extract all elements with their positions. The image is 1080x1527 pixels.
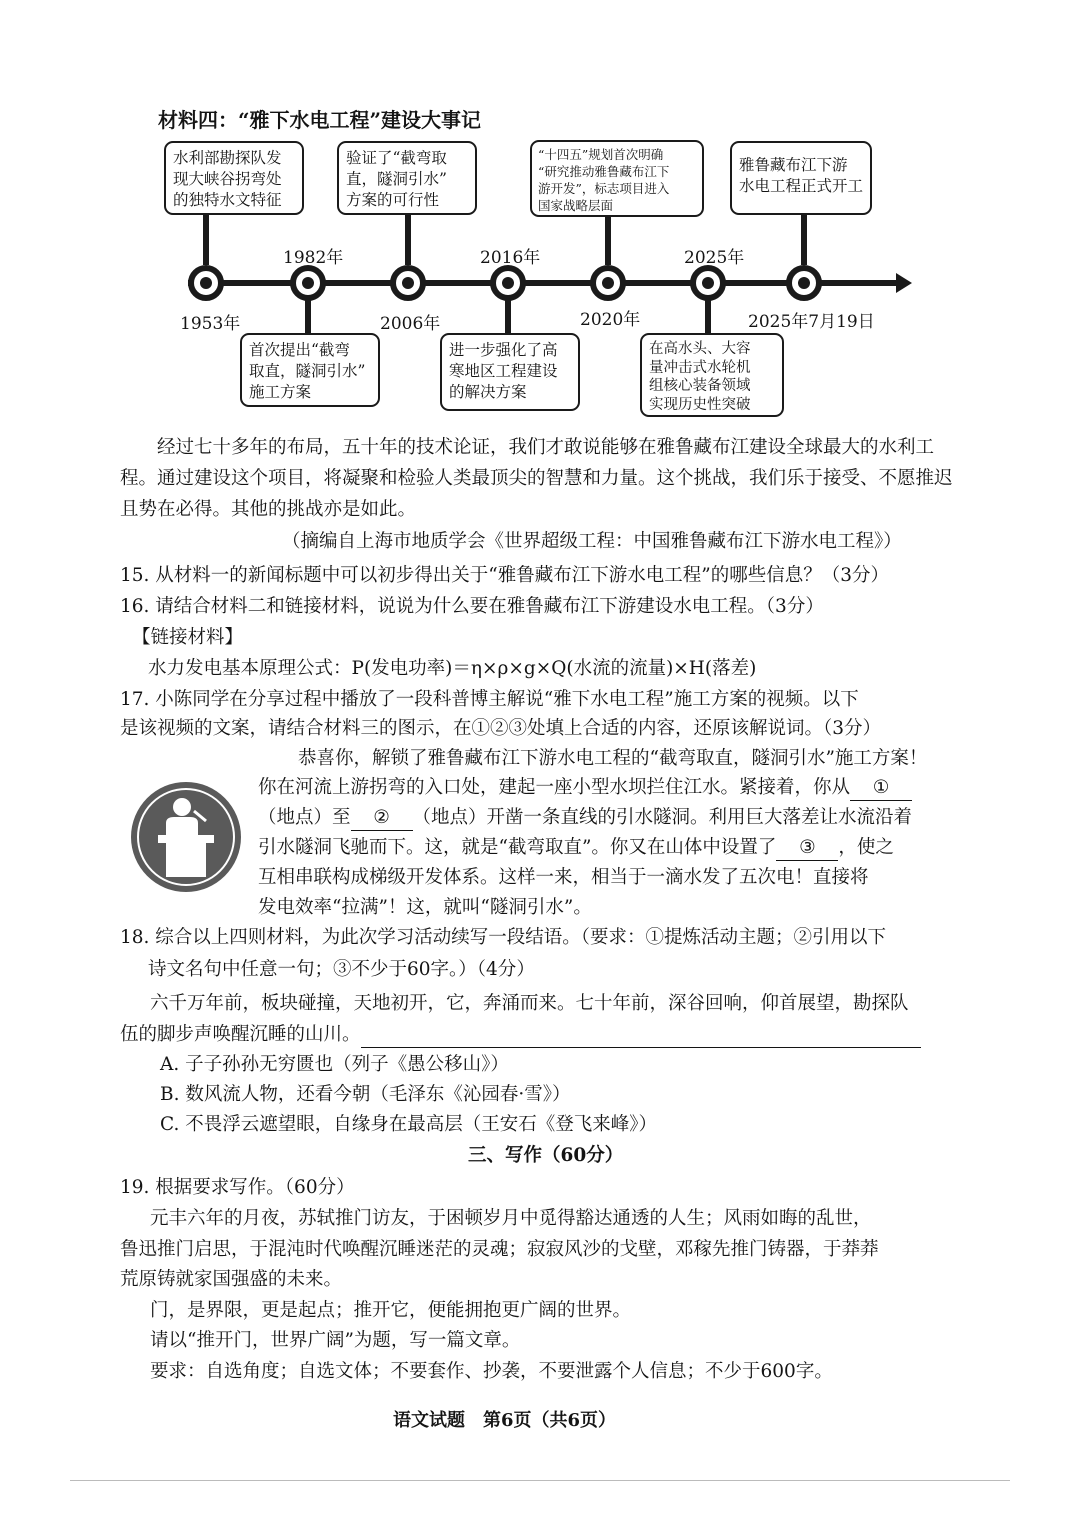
link-material-title: 【链接材料】	[132, 627, 244, 648]
question-17-line2: 是该视频的文案，请结合材料三的图示，在①②③处填上合适的内容，还原该解说词。（3分）	[120, 718, 882, 739]
question-15: 15. 从材料一的新闻标题中可以初步得出关于“雅鲁藏布江下游水电工程”的哪些信息？（3分）	[120, 565, 889, 586]
material4-title: 材料四：“雅下水电工程”建设大事记	[158, 108, 482, 132]
event-box-2006: 验证了“截弯取 直，隧洞引水” 方案的可行性	[337, 141, 477, 215]
event-box-2016: 进一步强化了高 寒地区工程建设 的解决方案	[440, 333, 580, 411]
blank-2[interactable]: ②	[351, 806, 413, 831]
blank-3[interactable]: ③	[776, 836, 838, 861]
q18-context-line2: 伍的脚步声唤醒沉睡的山川。	[120, 1023, 921, 1048]
year-1982: 1982年	[283, 248, 344, 268]
event-box-1982: 首次提出“截弯 取直，隧洞引水” 施工方案	[240, 333, 380, 407]
year-1953: 1953年	[180, 314, 241, 334]
q19-prompt-line2: 鲁迅推门启思，于混沌时代唤醒沉睡迷茫的灵魂；寂寂风沙的戈壁，邓稼先推门铸器，于莽莽	[120, 1239, 879, 1260]
q19-prompt-line5: 请以“推开门，世界广阔”为题，写一篇文章。	[150, 1330, 521, 1351]
q17-script-line4: 引水隧洞飞驰而下。这，就是“截弯取直”。你又在山体中设置了 ③ ，使之	[258, 836, 894, 861]
option-c: C. 不畏浮云遮望眼，自缘身在最高层（王安石《登飞来峰》）	[160, 1114, 658, 1135]
blank-1[interactable]: ①	[850, 776, 912, 801]
bottom-divider	[70, 1480, 1010, 1481]
link-material-formula: 水力发电基本原理公式：P(发电功率)＝η×ρ×g×Q(水流的流量)×H(落差)	[148, 658, 757, 679]
question-16: 16. 请结合材料二和链接材料，说说为什么要在雅鲁藏布江下游建设水电工程。（3分）	[120, 596, 824, 617]
year-2020: 2020年	[580, 310, 641, 330]
answer-line[interactable]	[361, 1023, 921, 1048]
page-footer: 语文试题 第6页（共6页）	[393, 1410, 617, 1431]
q19-requirements: 要求：自选角度；自选文体；不要套作、抄袭，不要泄露个人信息；不少于600字。	[150, 1361, 833, 1382]
q18-context-line1: 六千万年前，板块碰撞，天地初开，它，奔涌而来。七十年前，深谷回响，仰首展望，勘探队	[150, 993, 909, 1014]
year-2006: 2006年	[380, 314, 441, 334]
q19-prompt-line4: 门，是界限，更是起点；推开它，便能拥抱更广阔的世界。	[150, 1300, 632, 1321]
question-18-line1: 18. 综合以上四则材料，为此次学习活动续写一段结语。（要求：①提炼活动主题；②引用以下	[120, 927, 887, 948]
timeline-arrow-icon	[896, 273, 912, 293]
option-a: A. 子子孙孙无穷匮也（列子《愚公移山》）	[160, 1054, 509, 1075]
material4-paragraph: 经过七十多年的布局，五十年的技术论证，我们才敢说能够在雅鲁藏布江建设全球最大的水利工程。通过建设这个项目，将凝聚和检验人类最顶尖的智慧和力量。这个挑战，我们乐于接受、不愿推迟且势在必得。其他的挑战亦是如此。	[120, 437, 953, 520]
year-2025-07-19: 2025年7月19日	[748, 312, 875, 332]
event-box-2025: 在高水头、大容 量冲击式水轮机 组核心装备领域 实现历史性突破	[640, 333, 784, 417]
event-box-2025-07-19: 雅鲁藏布江下游 水电工程正式开工	[730, 141, 872, 215]
event-box-1953: 水利部勘探队发 现大峡谷拐弯处 的独特水文特征	[164, 141, 304, 215]
year-2025: 2025年	[684, 248, 745, 268]
q17-script-line6: 发电效率“拉满”！这，就叫“隧洞引水”。	[258, 897, 592, 918]
speaker-podium-icon	[130, 781, 242, 893]
q17-script-line2: 你在河流上游拐弯的入口处，建起一座小型水坝拦住江水。紧接着，你从 ①	[258, 776, 912, 801]
material4-source: （摘编自上海市地质学会《世界超级工程：中国雅鲁藏布江下游水电工程》）	[282, 531, 902, 552]
q19-prompt-line1: 元丰六年的月夜，苏轼推门访友，于困顿岁月中觅得豁达通透的人生；风雨如晦的乱世，	[150, 1208, 872, 1229]
q17-script-line3: （地点）至 ② （地点）开凿一条直线的引水隧洞。利用巨大落差让水流沿着	[258, 806, 912, 831]
q17-script-line5: 互相串联构成梯级开发体系。这样一来，相当于一滴水发了五次电！直接将	[258, 867, 869, 888]
question-17-line1: 17. 小陈同学在分享过程中播放了一段科普博主解说“雅下水电工程”施工方案的视频。以下	[120, 689, 859, 710]
option-b: B. 数风流人物，还看今朝（毛泽东《沁园春·雪》）	[160, 1084, 571, 1105]
q17-script-line1: 恭喜你，解锁了雅鲁藏布江下游水电工程的“截弯取直，隧洞引水”施工方案！	[298, 748, 928, 769]
section-writing-title: 三、写作（60分）	[468, 1145, 624, 1166]
year-2016: 2016年	[480, 248, 541, 268]
event-box-2020: “十四五”规划首次明确 “研究推动雅鲁藏布江下 游开发”，标志项目进入 国家战略层面	[530, 140, 704, 217]
question-18-line2: 诗文名句中任意一句；③不少于60字。）（4分）	[148, 959, 535, 980]
q19-prompt-line3: 荒原铸就家国强盛的未来。	[120, 1269, 343, 1290]
question-19: 19. 根据要求写作。（60分）	[120, 1177, 355, 1198]
